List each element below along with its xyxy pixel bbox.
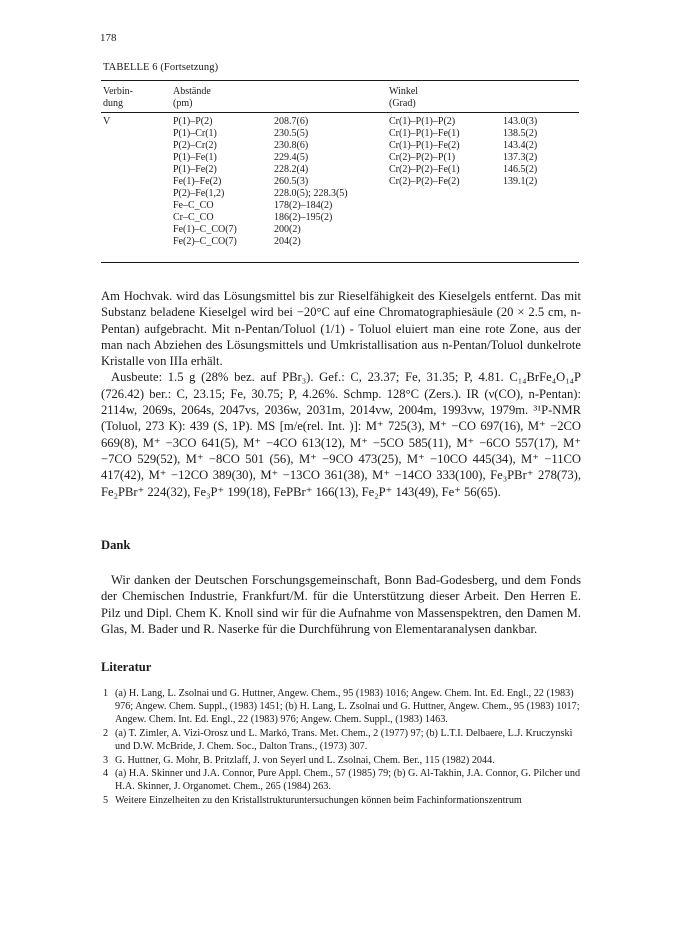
paragraph-acknowledgement: Wir danken der Deutschen Forschungsgemeinschaft, Bonn Bad-Godesberg, und dem Fonds der Chemischen Industrie, Frankfurt/M. für die Unterstützung dieser Arbeit. Den Herren E. Pilz und Dipl. Chem K. Knoll sind wir für die Aufnahme von Massenspektren, den Damen M. Glas, M. Bader und R. Naserke für die Durchführung von Elementaranalysen dankbar. xyxy=(101,573,581,636)
distance-bond: P(1)–Cr(1) xyxy=(173,128,217,139)
paragraph-analysis: Ausbeute: 1.5 g (28% bez. auf PBr₃). Gef.: C, 23.37; Fe, 31.35; P, 4.81. C₁₄BrFe₄O₁₄P (726.42) ber.: C, 23.15; Fe, 30.75; P, 4.26%. Schmp. 128°C (Zers.). IR (ν(CO), n-Pentan): 2114w, 2069s, 2064s, 2047vs, 2036w, 2031m, 2014vw, 2004m, 1993vw, 1979m. ³¹P-NMR (Toluol, 273 K): 439 (S, 1P). MS [m/e(rel. Int. )]: M⁺ 725(3), M⁺ −CO 697(16), M⁺ −2CO 669(8), M⁺ −3CO 641(5), M⁺ −4CO 613(12), M⁺ −5CO 585(11), M⁺ −6CO 557(17), M⁺ −7CO 529(52), M⁺ −8CO 501 (56), M⁺ −9CO 473(25), M⁺ −10CO 445(34), M⁺ −11CO 417(42), M⁺ −12CO 389(30), M⁺ −13CO 361(38), M⁺ −14CO 333(100), Fe₃PBr⁺ 278(73), Fe₂PBr⁺ 224(32), Fe₃P⁺ 199(18), FePBr⁺ 166(13), Fe₂P⁺ 143(49), Fe⁺ 56(65). xyxy=(101,370,581,499)
distance-bond: P(2)–Fe(1,2) xyxy=(173,188,225,199)
page-number: 178 xyxy=(100,32,117,44)
distance-value: 260.5(3) xyxy=(274,176,309,187)
reference-list xyxy=(101,688,581,809)
distance-bond: P(1)–P(2) xyxy=(173,116,213,127)
reference-text: (a) H.A. Skinner und J.A. Connor, Pure Appl. Chem., 57 (1985) 79; (b) G. Al-Takhin, J.A. Connor, G. Pilcher und H.A. Skinner, J. Organomet. Chem., 265 (1984) 263. xyxy=(115,768,581,793)
angle-value: 143.4(2) xyxy=(503,140,538,151)
header-compound-line2: dung xyxy=(103,98,123,109)
section-heading-dank: Dank xyxy=(101,538,131,552)
section-heading-literatur: Literatur xyxy=(101,660,152,674)
distance-value: 204(2) xyxy=(274,236,301,247)
header-angles-line2: (Grad) xyxy=(389,98,416,109)
distance-value: 228.2(4) xyxy=(274,164,309,175)
reference-number: 1 xyxy=(103,688,109,699)
paragraph-procedure: Am Hochvak. wird das Lösungsmittel bis zur Rieselfähigkeit des Kieselgels entfernt. Das mit Substanz beladene Kieselgel wird bei −20°C auf eine Chromatographiesäule (20 × 2.5 cm, n-Pentan) aufgebracht. Mit n-Pentan/Toluol (1/1) - Toluol eluiert man eine rote Zone, aus der man nach Abziehen des Lösungsmittels und Umkristallisation aus n-Pentan/Toluol dunkelrote Kristalle von IIIa erhält. xyxy=(101,289,581,369)
reference-item xyxy=(101,688,581,727)
distance-bond: Cr–C_CO xyxy=(173,212,214,223)
header-distances-line2: (pm) xyxy=(173,98,193,109)
header-compound-line1: Verbin- xyxy=(103,86,133,97)
distance-bond: P(2)–Cr(2) xyxy=(173,140,217,151)
distance-value: 178(2)–184(2) xyxy=(274,200,333,211)
angle-name: Cr(1)–P(1)–Fe(2) xyxy=(389,140,460,151)
header-angles-line1: Winkel xyxy=(389,86,419,97)
angle-value: 146.5(2) xyxy=(503,164,538,175)
reference-text: (a) H. Lang, L. Zsolnai und G. Huttner, Angew. Chem., 95 (1983) 1016; Angew. Chem. Int. Ed. Engl., 22 (1983) 976; Angew. Chem. Suppl., (1983) 1451; (b) H. Lang, L. Zsolnai und G. Huttner, Angew. Chem., 95 (1983) 1017; Angew. Chem. Int. Ed. Engl., 22 (1983) 976; Angew. Chem. Suppl., (1983) 1463. xyxy=(115,688,580,725)
reference-item xyxy=(101,768,581,794)
distance-bond: Fe(2)–C_CO(7) xyxy=(173,236,237,247)
angle-value: 143.0(3) xyxy=(503,116,538,127)
distance-value: 229.4(5) xyxy=(274,152,309,163)
reference-item xyxy=(101,728,581,754)
distance-value: 186(2)–195(2) xyxy=(274,212,333,223)
distance-value: 200(2) xyxy=(274,224,301,235)
compound-label: V xyxy=(103,116,111,127)
distance-bond: P(1)–Fe(2) xyxy=(173,164,217,175)
reference-item xyxy=(101,795,581,808)
reference-text: G. Huttner, G. Mohr, B. Pritzlaff, J. von Seyerl und L. Zsolnai, Chem. Ber., 115 (1982) 2044. xyxy=(115,754,495,766)
reference-number: 2 xyxy=(103,727,109,739)
distance-bond: Fe(1)–C_CO(7) xyxy=(173,224,237,235)
reference-number: 5 xyxy=(103,795,109,807)
table-title: TABELLE 6 (Fortsetzung) xyxy=(103,62,219,73)
reference-text: (a) T. Zimler, A. Vizi-Orosz und L. Markó, Trans. Met. Chem., 2 (1977) 97; (b) L.T.I. Delbaere, L.J. Kruczynski und D.W. McBride, J. Chem. Soc., Dalton Trans., (1973) 307. xyxy=(115,727,573,752)
angle-value: 138.5(2) xyxy=(503,128,538,139)
acknowledgement-text xyxy=(101,572,581,637)
distance-bond: Fe(1)–Fe(2) xyxy=(173,176,222,187)
distance-value: 230.5(5) xyxy=(274,128,309,139)
angle-name: Cr(1)–P(1)–P(2) xyxy=(389,116,456,127)
experimental-text xyxy=(101,288,581,500)
table-bottom-rule xyxy=(101,262,579,263)
distance-bond: Fe–C_CO xyxy=(173,200,214,211)
distance-value: 228.0(5); 228.3(5) xyxy=(274,188,348,199)
reference-number: 3 xyxy=(103,754,109,766)
table-top-rule xyxy=(101,80,579,81)
table-header-rule xyxy=(101,112,579,113)
reference-text: Weitere Einzelheiten zu den Kristallstrukturuntersuchungen können beim Fachinformationszentrum xyxy=(115,795,522,807)
reference-number: 4 xyxy=(103,768,109,780)
angle-value: 139.1(2) xyxy=(503,176,538,187)
angle-name: Cr(1)–P(1)–Fe(1) xyxy=(389,128,460,139)
angle-name: Cr(2)–P(2)–Fe(2) xyxy=(389,176,460,187)
angle-name: Cr(2)–P(2)–P(1) xyxy=(389,152,456,163)
distance-value: 208.7(6) xyxy=(274,116,309,127)
distance-bond: P(1)–Fe(1) xyxy=(173,152,217,163)
reference-item xyxy=(101,755,581,768)
angle-value: 137.3(2) xyxy=(503,152,538,163)
header-distances-line1: Abstände xyxy=(173,86,211,97)
angle-name: Cr(2)–P(2)–Fe(1) xyxy=(389,164,460,175)
distance-value: 230.8(6) xyxy=(274,140,309,151)
